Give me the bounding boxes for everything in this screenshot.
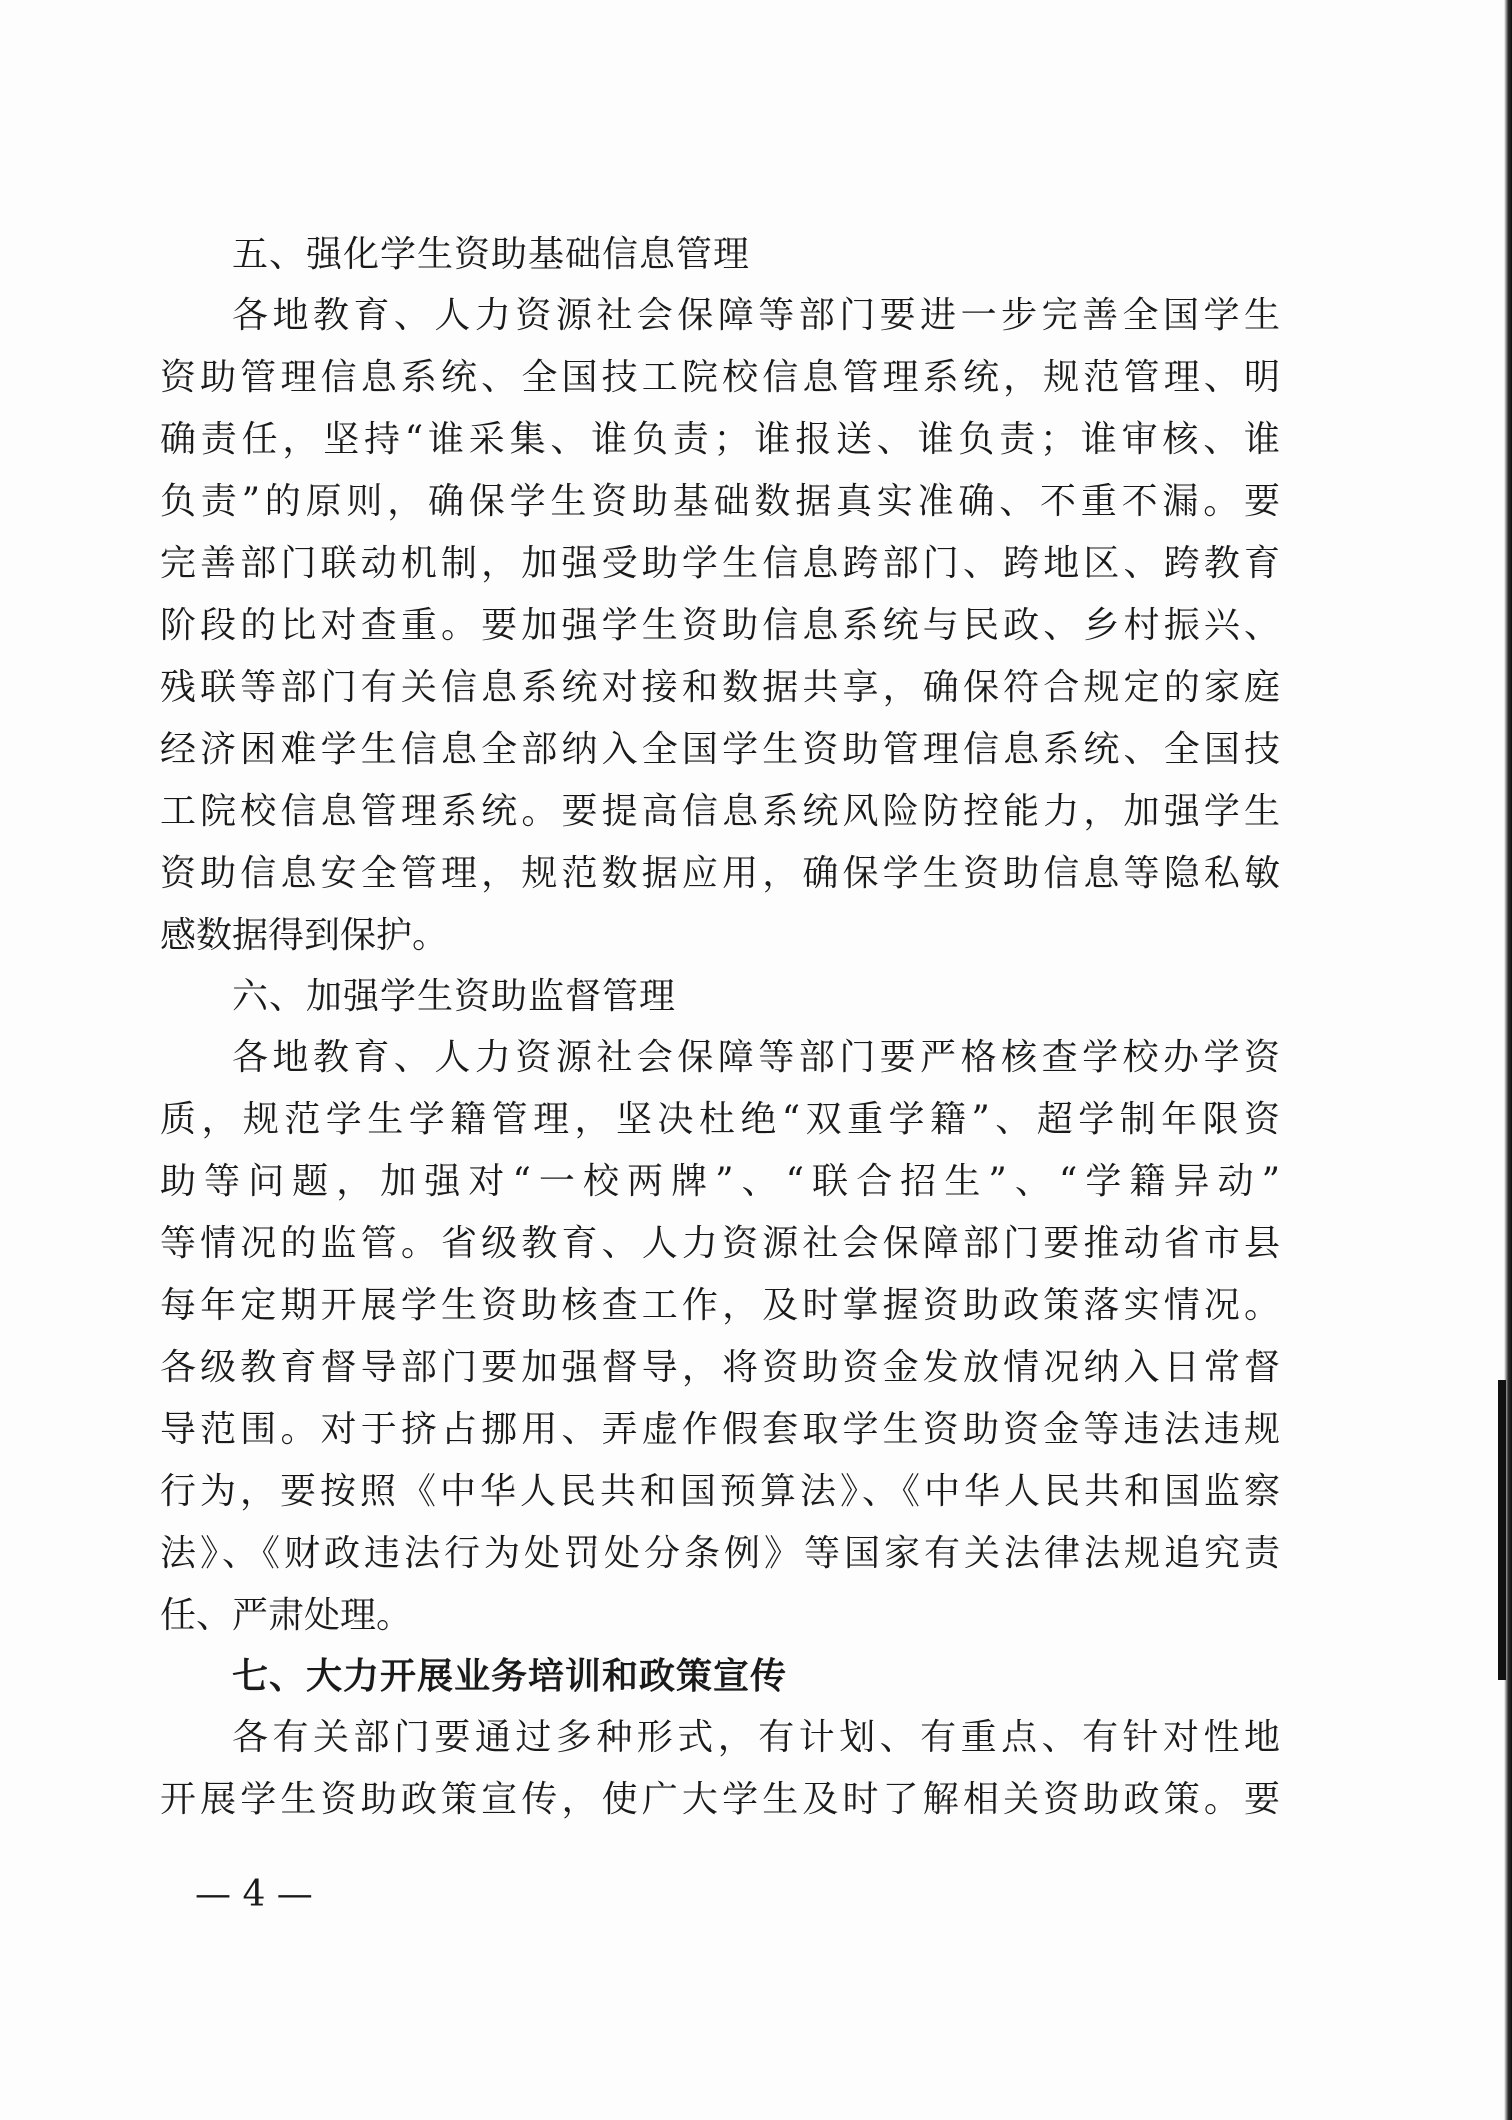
paragraph-line: 开展学生资助政策宣传，使广大学生及时了解相关资助政策。要 [160,1779,1280,1820]
section-heading-5: 五、强化学生资助基础信息管理 [232,234,751,275]
paragraph-line: 导范围。对于挤占挪用、弄虚作假套取学生资助资金等违法违规 [160,1409,1280,1450]
paragraph-line: 工院校信息管理系统。要提高信息系统风险防控能力，加强学生 [160,791,1280,832]
paragraph-line: 任、严肃处理。 [160,1595,413,1636]
paragraph-line: 每年定期开展学生资助核查工作，及时掌握资助政策落实情况。 [160,1285,1280,1326]
paragraph-line: 等情况的监管。省级教育、人力资源社会保障部门要推动省市县 [160,1223,1280,1264]
paragraph-line: 法》、《财政违法行为处罚处分条例》等国家有关法律法规追究责 [160,1533,1280,1574]
scan-edge-shadow [1504,0,1512,2120]
document-body [160,225,1280,1831]
scan-edge-mark [1498,1380,1506,1680]
paragraph-line: 行为，要按照《中华人民共和国预算法》、《中华人民共和国监察 [160,1471,1280,1512]
paragraph-line: 质，规范学生学籍管理，坚决杜绝“双重学籍”、超学制年限资 [160,1099,1280,1140]
paragraph-line: 阶段的比对查重。要加强学生资助信息系统与民政、乡村振兴、 [160,605,1280,646]
paragraph-line: 经济困难学生信息全部纳入全国学生资助管理信息系统、全国技 [160,729,1280,770]
paragraph-line: 各有关部门要通过多种形式，有计划、有重点、有针对性地 [232,1717,1280,1758]
section-heading-6: 六、加强学生资助监督管理 [232,976,677,1017]
paragraph-line: 各级教育督导部门要加强督导，将资助资金发放情况纳入日常督 [160,1347,1280,1388]
paragraph-line: 助等问题，加强对“一校两牌”、“联合招生”、“学籍异动” [160,1161,1280,1202]
section-heading-7: 七、大力开展业务培训和政策宣传 [232,1656,788,1697]
paragraph-line: 资助信息安全管理，规范数据应用，确保学生资助信息等隐私敏 [160,853,1280,894]
paragraph-line: 各地教育、人力资源社会保障等部门要进一步完善全国学生 [232,295,1280,336]
paragraph-line: 完善部门联动机制，加强受助学生信息跨部门、跨地区、跨教育 [160,543,1280,584]
paragraph-line: 资助管理信息系统、全国技工院校信息管理系统，规范管理、明 [160,357,1280,398]
paragraph-line: 各地教育、人力资源社会保障等部门要严格核查学校办学资 [232,1037,1280,1078]
paragraph-line: 残联等部门有关信息系统对接和数据共享，确保符合规定的家庭 [160,667,1280,708]
paragraph-line: 感数据得到保护。 [160,915,449,956]
paragraph-line: 负责”的原则，确保学生资助基础数据真实准确、不重不漏。要 [160,481,1280,522]
page-number: — 4 — [195,1874,313,1915]
paragraph-line: 确责任，坚持“谁采集、谁负责；谁报送、谁负责；谁审核、谁 [160,419,1280,460]
